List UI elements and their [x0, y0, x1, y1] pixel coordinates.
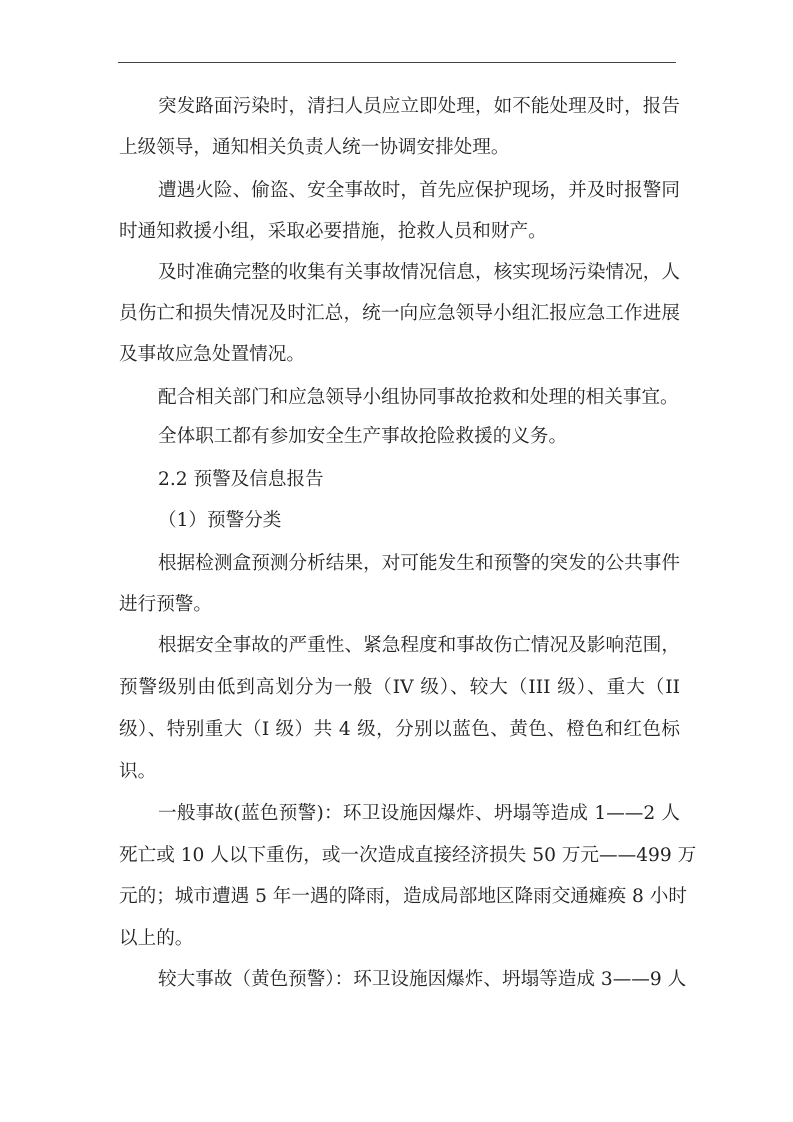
paragraph-line: 配合相关部门和应急领导小组协同事故抢救和处理的相关事宜。: [158, 387, 679, 408]
paragraph-line: 遭遇火险、偷盗、安全事故时，首先应保护现场，并及时报警同: [158, 180, 680, 201]
paragraph-line: 时通知救援小组，采取必要措施，抢救人员和财产。: [119, 221, 547, 242]
paragraph-line: 进行预警。: [119, 594, 212, 615]
paragraph-line: 突发路面污染时，清扫人员应立即处理，如不能处理及时，报告: [158, 96, 680, 117]
paragraph-line: 预警级别由低到高划分为一般（IV 级）、较大（III 级）、重大（II: [119, 677, 680, 698]
paragraph-line: 及时准确完整的收集有关事故情况信息，核实现场污染情况，人: [158, 262, 680, 283]
paragraph-line: 以上的。: [119, 928, 194, 949]
paragraph-line: 上级领导，通知相关负责人统一协调安排处理。: [119, 137, 510, 158]
paragraph-line: （1）预警分类: [158, 510, 282, 531]
header-rule: [118, 62, 676, 63]
paragraph-line: 死亡或 10 人以下重伤，或一次造成直接经济损失 50 万元——499 万: [119, 845, 697, 866]
paragraph-line: 全体职工都有参加安全生产事故抢险救援的义务。: [158, 426, 568, 447]
paragraph-line: 员伤亡和损失情况及时汇总，统一向应急领导小组汇报应急工作进展: [119, 303, 680, 324]
paragraph-line: 及事故应急处置情况。: [119, 344, 305, 365]
paragraph-line: 根据安全事故的严重性、紧急程度和事故伤亡情况及影响范围，: [158, 635, 680, 656]
paragraph-line: 一般事故(蓝色预警)：环卫设施因爆炸、坍塌等造成 1——2 人: [158, 803, 680, 824]
paragraph-line: 根据检测盒预测分析结果，对可能发生和预警的突发的公共事件: [158, 553, 680, 574]
paragraph-line: 识。: [119, 761, 157, 782]
paragraph-line: 较大事故（黄色预警）：环卫设施因爆炸、坍塌等造成 3——9 人: [158, 969, 687, 990]
paragraph-line: 级）、特别重大（I 级）共 4 级，分别以蓝色、黄色、橙色和红色标: [119, 719, 680, 740]
paragraph-line: 元的；城市遭遇 5 年一遇的降雨，造成局部地区降雨交通瘫痪 8 小时: [119, 886, 687, 907]
paragraph-line: 2.2 预警及信息报告: [158, 469, 324, 490]
